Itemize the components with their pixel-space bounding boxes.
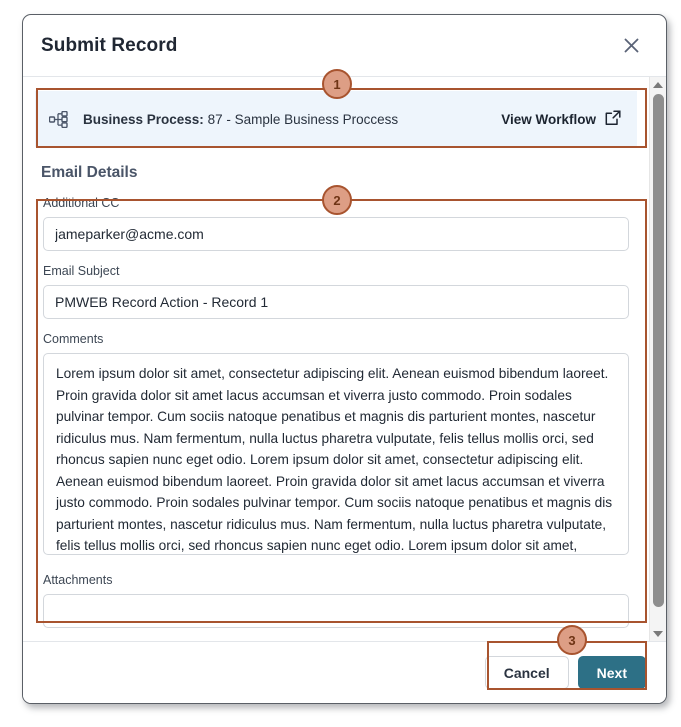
view-workflow-label: View Workflow <box>501 111 596 127</box>
business-process-text <box>83 112 501 127</box>
section-heading: Email Details <box>41 164 138 181</box>
email-subject-label: Email Subject <box>43 264 120 278</box>
business-process-label: Business Process: <box>83 111 204 127</box>
business-process-banner <box>35 91 637 147</box>
cancel-button[interactable]: Cancel <box>485 656 569 689</box>
annotation-badge-2: 2 <box>322 185 352 215</box>
submit-record-dialog <box>22 14 667 704</box>
email-subject-input[interactable] <box>43 285 629 319</box>
attachments-input[interactable] <box>43 594 629 628</box>
field-email-subject <box>35 264 637 319</box>
attachments-label: Attachments <box>43 573 113 587</box>
additional-cc-label: Additional CC <box>43 196 120 210</box>
next-button[interactable]: Next <box>578 656 646 689</box>
scrollbar-thumb[interactable] <box>653 94 664 607</box>
dialog-body <box>23 77 666 641</box>
scrollbar-track[interactable] <box>650 92 667 626</box>
external-link-icon <box>605 110 621 129</box>
view-workflow-link[interactable] <box>501 110 621 129</box>
vertical-scrollbar[interactable] <box>649 77 666 641</box>
annotation-badge-3: 3 <box>557 625 587 655</box>
comments-textarea[interactable] <box>43 353 629 555</box>
sitemap-icon <box>49 111 75 128</box>
additional-cc-input[interactable] <box>43 217 629 251</box>
field-attachments <box>35 573 637 628</box>
scroll-content <box>23 77 649 641</box>
page-title: Submit Record <box>41 34 178 56</box>
annotation-badge-1: 1 <box>322 69 352 99</box>
close-icon[interactable] <box>618 33 644 59</box>
field-comments <box>35 332 637 560</box>
comments-label: Comments <box>43 332 104 346</box>
chevron-down-icon[interactable] <box>650 626 667 641</box>
business-process-value: 87 - Sample Business Proccess <box>203 111 399 127</box>
chevron-up-icon[interactable] <box>650 77 667 92</box>
dialog-header <box>23 15 666 77</box>
